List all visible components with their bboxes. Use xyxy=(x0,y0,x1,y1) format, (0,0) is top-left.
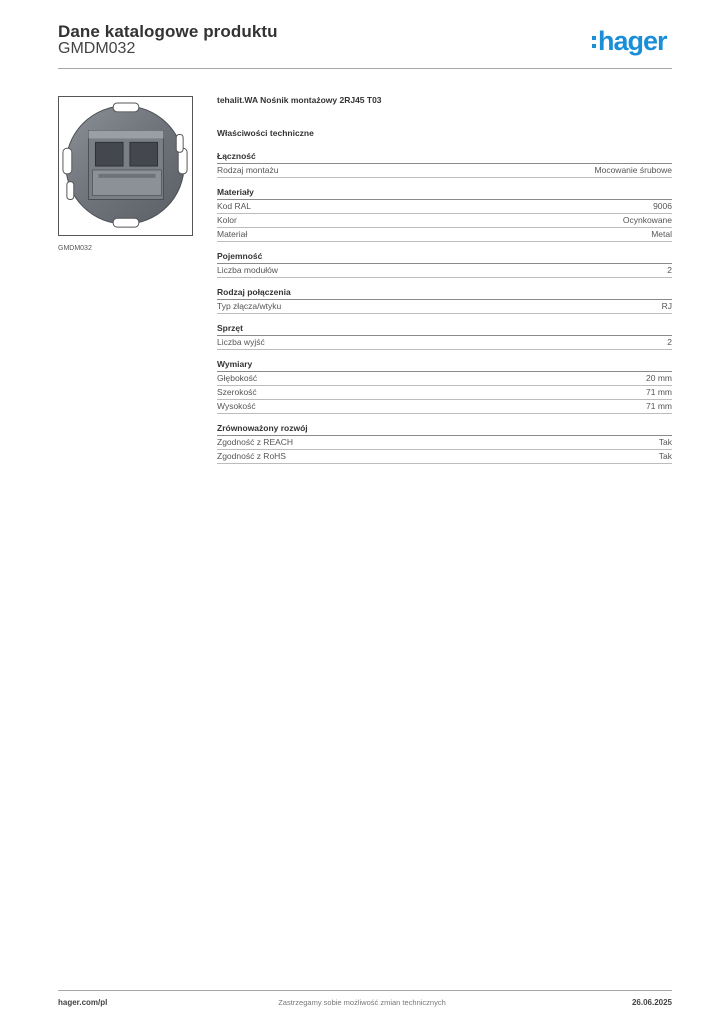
spec-label: Kod RAL xyxy=(217,201,252,211)
spec-label: Materiał xyxy=(217,229,248,239)
spec-value: 2 xyxy=(667,337,672,347)
spec-value: RJ xyxy=(661,301,672,311)
product-code-subtitle: GMDM032 xyxy=(58,40,136,57)
spec-label: Typ złącza/wtyku xyxy=(217,301,282,311)
spec-label: Liczba wyjść xyxy=(217,337,265,347)
spec-group xyxy=(217,423,672,464)
spec-group-heading: Materiały xyxy=(217,187,672,200)
spec-value: Ocynkowane xyxy=(622,215,672,225)
spec-value: 20 mm xyxy=(646,373,672,383)
spec-group-heading: Pojemność xyxy=(217,251,672,264)
spec-group xyxy=(217,323,672,350)
spec-group xyxy=(217,251,672,278)
spec-value: 9006 xyxy=(653,201,672,211)
spec-row xyxy=(217,450,672,464)
spec-value: 2 xyxy=(667,265,672,275)
spec-row xyxy=(217,200,672,214)
spec-row xyxy=(217,228,672,242)
hager-logo xyxy=(592,26,667,57)
spec-value: 71 mm xyxy=(646,401,672,411)
spec-groups xyxy=(217,151,672,464)
spec-group-heading: Zrównoważony rozwój xyxy=(217,423,672,436)
page-title: Dane katalogowe produktu xyxy=(58,22,278,41)
spec-row xyxy=(217,300,672,314)
header-divider xyxy=(58,68,672,69)
logo-text: hager xyxy=(598,26,667,56)
spec-label: Wysokość xyxy=(217,401,256,411)
spec-row xyxy=(217,214,672,228)
spec-value: Mocowanie śrubowe xyxy=(594,165,672,175)
spec-row xyxy=(217,372,672,386)
spec-value: 71 mm xyxy=(646,387,672,397)
spec-group xyxy=(217,187,672,242)
footer-date: 26.06.2025 xyxy=(631,998,672,1007)
spec-label: Zgodność z RoHS xyxy=(217,451,286,461)
spec-group xyxy=(217,151,672,178)
logo-colon-icon xyxy=(592,36,596,48)
footer-website: hager.com/pl xyxy=(58,998,108,1007)
spec-row xyxy=(217,264,672,278)
spec-row xyxy=(217,400,672,414)
spec-value: Tak xyxy=(658,451,672,461)
spec-label: Kolor xyxy=(217,215,237,225)
spec-label: Rodzaj montażu xyxy=(217,165,279,175)
technical-properties-heading: Właściwości techniczne xyxy=(217,128,314,138)
spec-label: Głębokość xyxy=(217,373,258,383)
spec-row xyxy=(217,164,672,178)
spec-label: Liczba modułów xyxy=(217,265,278,275)
spec-group-heading: Wymiary xyxy=(217,359,672,372)
mounting-frame-photo-icon xyxy=(59,97,192,235)
spec-value: Tak xyxy=(658,437,672,447)
spec-group-heading: Sprzęt xyxy=(217,323,672,336)
spec-row xyxy=(217,386,672,400)
product-image xyxy=(58,96,193,236)
spec-group-heading: Łączność xyxy=(217,151,672,164)
spec-group xyxy=(217,287,672,314)
spec-content xyxy=(217,95,672,464)
spec-row xyxy=(217,336,672,350)
spec-group xyxy=(217,359,672,414)
footer-notice: Zastrzegamy sobie możliwość zmian technicznych xyxy=(278,998,446,1007)
spec-label: Zgodność z REACH xyxy=(217,437,294,447)
footer-divider xyxy=(58,990,672,991)
image-caption: GMDM032 xyxy=(58,245,92,252)
spec-value: Metal xyxy=(651,229,672,239)
spec-row xyxy=(217,436,672,450)
spec-group-heading: Rodzaj połączenia xyxy=(217,287,672,300)
spec-label: Szerokość xyxy=(217,387,257,397)
product-name: tehalit.WA Nośnik montażowy 2RJ45 T03 xyxy=(217,95,382,105)
